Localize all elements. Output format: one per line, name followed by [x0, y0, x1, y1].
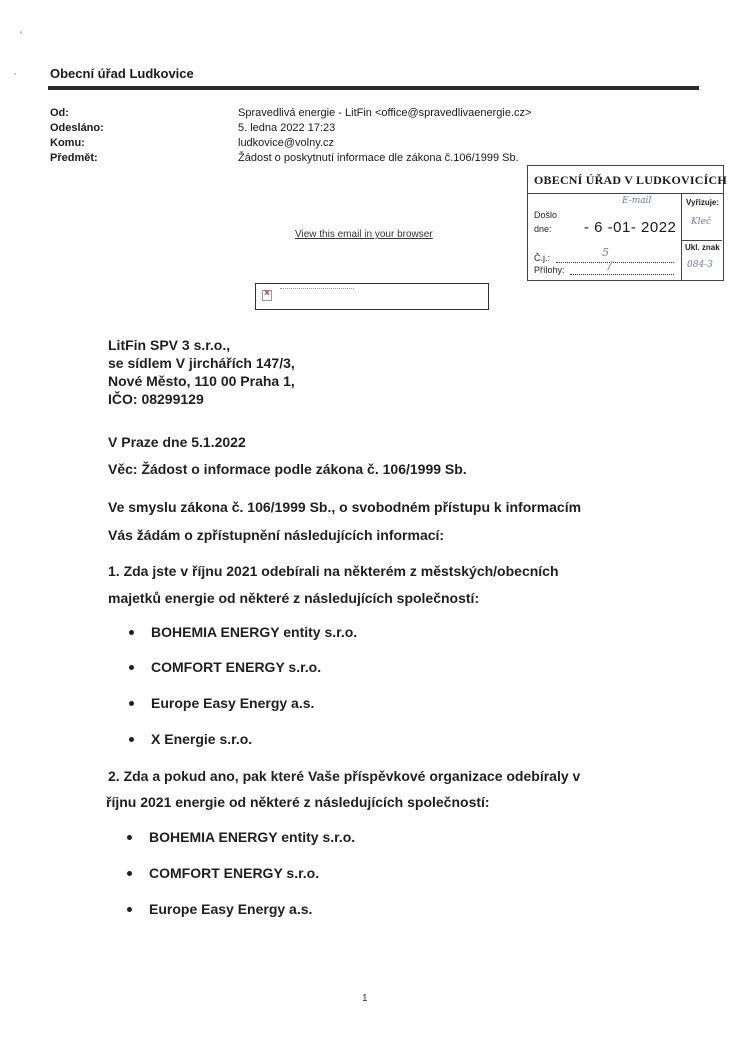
view-in-browser-link[interactable]: View this email in your browser [295, 229, 433, 240]
sender-line: LitFin SPV 3 s.r.o., [108, 337, 231, 353]
sender-line: Nové Město, 110 00 Praha 1, [108, 373, 295, 389]
bullet-icon [129, 665, 134, 670]
bullet-icon [127, 871, 132, 876]
company-name: X Energie s.r.o. [151, 731, 253, 747]
place-date: V Praze dne 5.1.2022 [108, 434, 246, 450]
office-title: Obecní úřad Ludkovice [50, 66, 194, 81]
question-1-line: 1. Zda jste v říjnu 2021 odebírali na některém z městských/obecních [108, 563, 559, 579]
company-name: BOHEMIA ENERGY entity s.r.o. [151, 624, 358, 640]
received-stamp [527, 165, 727, 281]
stamp-prilohy-line [570, 274, 674, 275]
company-name: BOHEMIA ENERGY entity s.r.o. [149, 829, 356, 845]
stamp-cj-label: Č.j.: [534, 253, 551, 263]
from-label: Od: [50, 107, 69, 119]
scan-speck [20, 31, 22, 34]
sent-value: 5. ledna 2022 17:23 [238, 122, 336, 134]
stamp-dne-label: dne: [534, 224, 552, 234]
stamp-prilohy-label: Přílohy: [534, 265, 565, 275]
company-list-item [151, 624, 357, 640]
handwritten-cj: 5 [602, 246, 609, 259]
page-number: 1 [362, 993, 368, 1004]
question-2-line: říjnu 2021 energie od některé z následujících společností: [106, 794, 490, 810]
company-list-item [151, 731, 252, 747]
broken-image-placeholder [255, 283, 489, 310]
company-name: Europe Easy Energy a.s. [149, 901, 313, 917]
stamp-divider [681, 194, 682, 280]
subject-value: Žádost o poskytnutí informace dle zákona č.106/1999 Sb. [238, 152, 519, 164]
from-value: Spravedlivá energie - LitFin <office@spravedlivaenergie.cz> [238, 107, 532, 119]
bullet-icon [127, 907, 132, 912]
stamp-ukl-znak-label: Ukl. znak [685, 243, 720, 252]
stamp-divider [681, 240, 722, 241]
stamp-date: - 6 -01- 2022 [584, 219, 677, 236]
stamp-cj-line [556, 262, 674, 263]
stamp-vyrizuje-label: Vyřizuje: [686, 198, 720, 207]
scan-speck [14, 73, 16, 75]
sender-line: IČO: 08299129 [108, 391, 204, 407]
company-list-item [149, 901, 312, 917]
company-name: COMFORT ENERGY s.r.o. [149, 865, 320, 881]
company-name: COMFORT ENERGY s.r.o. [151, 659, 322, 675]
handwritten-vyrizuje: Kleč [691, 217, 711, 227]
question-2-line: 2. Zda a pokud ano, pak které Vaše příspěvkové organizace odebíraly v [108, 768, 581, 784]
intro-line: Vás žádám o zpřístupnění následujících informací: [108, 527, 445, 543]
bullet-icon [129, 630, 134, 635]
bullet-icon [129, 701, 134, 706]
broken-image-icon [262, 290, 272, 301]
subject-label: Předmět: [50, 152, 98, 164]
bullet-icon [127, 835, 132, 840]
question-1-line: majetků energie od některé z následujících společností: [108, 590, 480, 606]
sender-line: se sídlem V jirchářích 147/3, [108, 355, 295, 371]
company-list-item [149, 829, 355, 845]
letter-subject: Věc: Žádost o informace podle zákona č. 106/1999 Sb. [108, 461, 467, 477]
handwritten-email: E-mail [622, 196, 652, 206]
company-list-item [151, 695, 314, 711]
stamp-doslo-label: Došlo [534, 210, 558, 220]
to-label: Komu: [50, 137, 85, 149]
header-divider [48, 86, 699, 90]
intro-line: Ve smyslu zákona č. 106/1999 Sb., o svobodném přístupu k informacím [108, 499, 582, 515]
bullet-icon [129, 737, 134, 742]
stamp-title: OBECNÍ ÚŘAD V LUDKOVICÍCH [528, 166, 723, 194]
company-list-item [151, 659, 321, 675]
handwritten-ukl-znak: 084-3 [687, 260, 713, 270]
company-list-item [149, 865, 319, 881]
image-alt-line [280, 288, 354, 289]
company-name: Europe Easy Energy a.s. [151, 695, 315, 711]
sent-label: Odesláno: [50, 122, 104, 134]
to-value: ludkovice@volny.cz [238, 137, 334, 149]
handwritten-prilohy: / [608, 259, 612, 272]
